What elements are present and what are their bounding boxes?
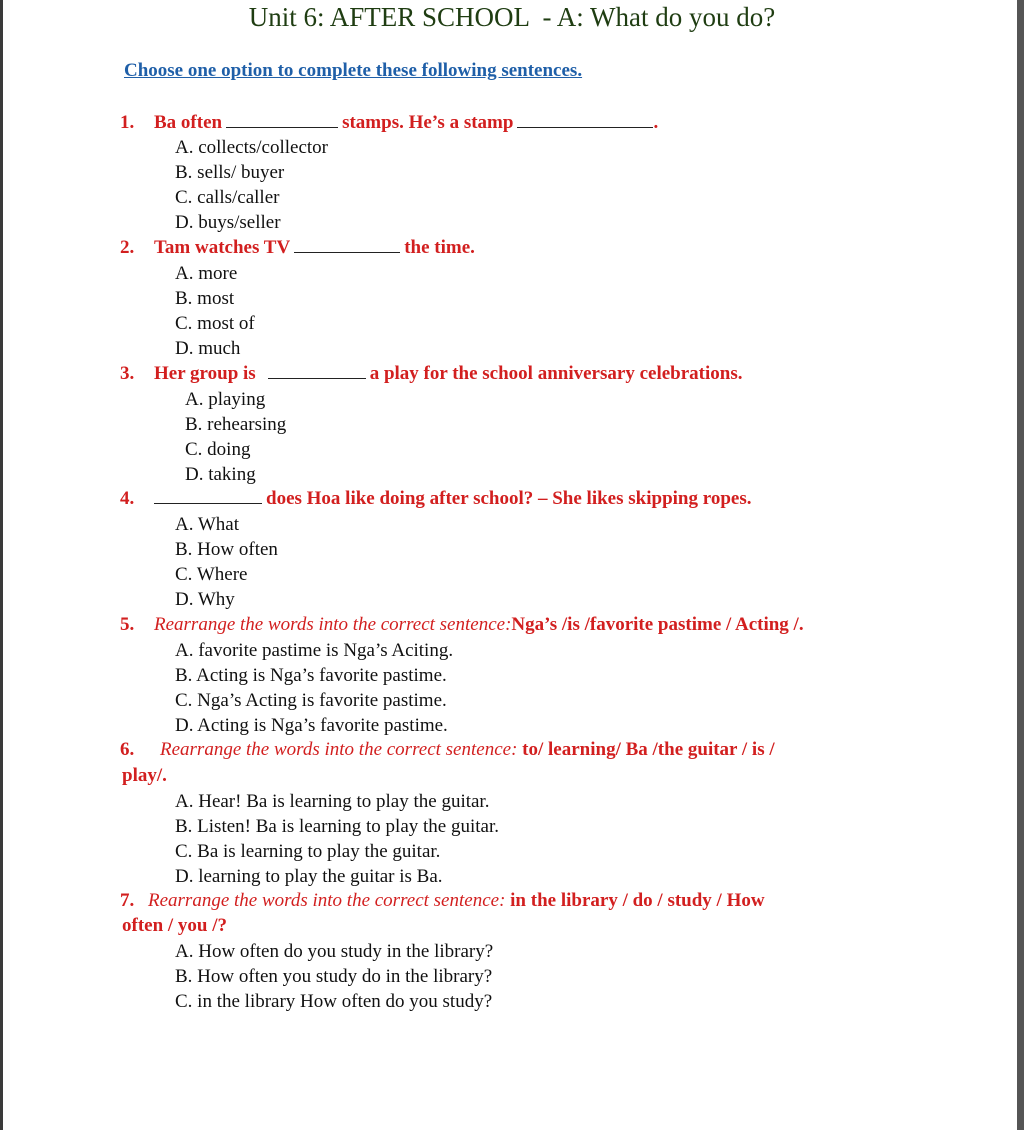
- instruction-heading: Choose one option to complete these following sentences.: [124, 60, 583, 81]
- question-2-part-1: Tam watches TV: [154, 237, 291, 258]
- question-6-option-d: D. learning to play the guitar is Ba.: [175, 866, 443, 887]
- question-4-option-a: A. What: [175, 514, 240, 535]
- question-5-number: 5.: [120, 614, 135, 635]
- question-6-words: to/ learning/ Ba /the guitar / is /: [522, 739, 775, 760]
- answer-blank: [294, 252, 400, 253]
- question-5-instruction: Rearrange the words into the correct sentence:: [154, 614, 512, 635]
- question-7-option-c: C. in the library How often do you study?: [175, 991, 493, 1012]
- question-4-option-d: D. Why: [175, 589, 235, 610]
- question-1-part-1: Ba often: [154, 112, 223, 133]
- answer-blank: [268, 378, 366, 379]
- question-7-instruction: Rearrange the words into the correct sentence:: [148, 890, 506, 911]
- question-2-option-c: C. most of: [175, 313, 255, 334]
- page-left-edge: [0, 0, 3, 1130]
- question-4-text: [154, 488, 751, 510]
- question-4-option-c: C. Where: [175, 564, 248, 585]
- question-6-text-continued: play/.: [122, 765, 167, 786]
- question-1-part-2: stamps. He’s a stamp: [342, 112, 514, 133]
- question-3-part-2: a play for the school anniversary celebrations.: [369, 363, 743, 384]
- question-3-number: 3.: [120, 363, 135, 384]
- question-4-part-1: does Hoa like doing after school? – She likes skipping ropes.: [266, 488, 752, 509]
- question-6-text: [160, 739, 775, 761]
- question-2-text: [154, 237, 475, 259]
- question-1-option-c: C. calls/caller: [175, 187, 280, 208]
- question-3-option-c: C. doing: [185, 439, 251, 460]
- question-1-option-d: D. buys/seller: [175, 212, 281, 233]
- question-3-option-a: A. playing: [185, 389, 266, 410]
- question-5-text: [154, 614, 804, 636]
- question-6-option-c: C. Ba is learning to play the guitar.: [175, 841, 441, 862]
- question-4-number: 4.: [120, 488, 135, 509]
- page-right-edge: [1017, 0, 1024, 1130]
- question-3-option-d: D. taking: [185, 464, 256, 485]
- question-1-option-a: A. collects/collector: [175, 137, 328, 158]
- page-title: Unit 6: AFTER SCHOOL - A: What do you do?: [248, 2, 776, 32]
- question-1-option-b: B. sells/ buyer: [175, 162, 285, 183]
- question-2-option-d: D. much: [175, 338, 241, 359]
- question-7-text: [148, 890, 765, 912]
- question-7-option-b: B. How often you study do in the library?: [175, 966, 493, 987]
- question-2-part-2: the time.: [404, 237, 475, 258]
- question-5-option-c: C. Nga’s Acting is favorite pastime.: [175, 690, 447, 711]
- question-1-number: 1.: [120, 112, 135, 133]
- question-7-text-continued: often / you /?: [122, 915, 228, 936]
- question-7-number: 7.: [120, 890, 135, 911]
- question-5-option-b: B. Acting is Nga’s favorite pastime.: [175, 665, 447, 686]
- question-3-option-b: B. rehearsing: [185, 414, 287, 435]
- question-7-words: in the library / do / study / How: [510, 890, 765, 911]
- question-7-option-a: A. How often do you study in the library?: [175, 941, 494, 962]
- question-5-option-a: A. favorite pastime is Nga’s Aciting.: [175, 640, 454, 661]
- answer-blank: [517, 127, 653, 128]
- question-6-option-a: A. Hear! Ba is learning to play the guitar.: [175, 791, 490, 812]
- question-5-option-d: D. Acting is Nga’s favorite pastime.: [175, 715, 448, 736]
- question-1-text: [154, 112, 658, 134]
- question-3-part-1: Her group is: [154, 363, 256, 384]
- answer-blank: [226, 127, 338, 128]
- question-6-option-b: B. Listen! Ba is learning to play the guitar.: [175, 816, 499, 837]
- answer-blank: [154, 503, 262, 504]
- question-6-instruction: Rearrange the words into the correct sentence:: [160, 739, 518, 760]
- question-2-option-a: A. more: [175, 263, 238, 284]
- question-5-words: Nga’s /is /favorite pastime / Acting /.: [511, 614, 804, 635]
- question-2-option-b: B. most: [175, 288, 235, 309]
- question-2-number: 2.: [120, 237, 135, 258]
- question-4-option-b: B. How often: [175, 539, 278, 560]
- question-3-text: [154, 363, 742, 385]
- question-1-part-3: .: [653, 112, 659, 133]
- question-6-number: 6.: [120, 739, 135, 760]
